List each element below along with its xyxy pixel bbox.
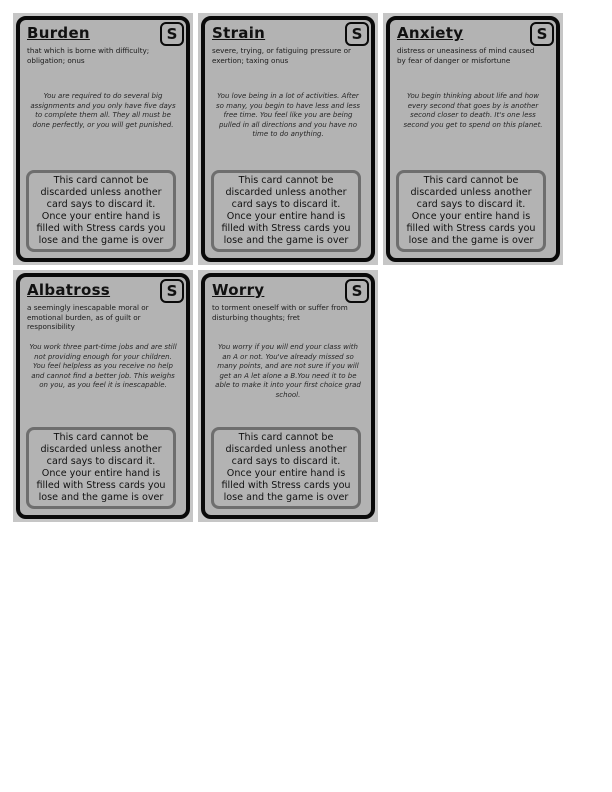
card-flavor-text: You work three part-time jobs and are still not providing enough for your children. You feel helpless as you receive no help and cannot find a better job. This weighs on you, as you feel it is inescapable. [29,343,177,389]
card-frame [201,273,375,519]
stress-type-badge: S [160,22,184,46]
card-title: Albatross [27,281,111,299]
stress-type-badge: S [345,279,369,303]
card-rule-box [26,427,176,509]
card-worry [198,270,378,522]
card-frame [16,16,190,262]
card-title: Burden [27,24,90,42]
card-rule-text: This card cannot be discarded unless another card says to discard it. Once your entire hand is filled with Stress cards you lose and the game is over [36,175,166,246]
card-title: Worry [212,281,265,299]
card-rule-box [211,170,361,252]
card-definition: distress or uneasiness of mind caused by fear of danger or misfortune [397,46,535,65]
stress-type-badge: S [530,22,554,46]
card-definition: severe, trying, or fatiguing pressure or exertion; taxing onus [212,46,351,65]
card-albatross [13,270,193,522]
card-definition: that which is borne with difficulty; obligation; onus [27,46,150,65]
card-rule-box [211,427,361,509]
card-title: Strain [212,24,266,42]
card-title: Anxiety [397,24,464,42]
card-rule-box [26,170,176,252]
card-flavor-text: You worry if you will end your class with an A or not. You've already missed so many points, and are not sure if you will get an A let alone a B.You need it to be able to make it into your first choice grad school. [215,343,361,399]
stress-type-badge: S [160,279,184,303]
card-definition: to torment oneself with or suffer from disturbing thoughts; fret [212,303,348,322]
card-frame [201,16,375,262]
card-strain [198,13,378,265]
card-rule-text: This card cannot be discarded unless another card says to discard it. Once your entire hand is filled with Stress cards you lose and the game is over [406,175,536,246]
card-anxiety [383,13,563,265]
card-flavor-text: You begin thinking about life and how every second that goes by is another second closer to death. It's one less second you get to spend on this planet. [403,92,543,129]
stress-type-badge: S [345,22,369,46]
card-rule-text: This card cannot be discarded unless another card says to discard it. Once your entire hand is filled with Stress cards you lose and the game is over [221,175,351,246]
card-rule-text: This card cannot be discarded unless another card says to discard it. Once your entire hand is filled with Stress cards you lose and the game is over [221,432,351,503]
card-rule-text: This card cannot be discarded unless another card says to discard it. Once your entire hand is filled with Stress cards you lose and the game is over [36,432,166,503]
card-frame [16,273,190,519]
card-definition: a seemingly inescapable moral or emotional burden, as of guilt or responsibility [27,303,149,331]
card-flavor-text: You love being in a lot of activities. After so many, you begin to have less and less free time. You feel like you are being pulled in all directions and you have no time to do anything. [216,92,360,138]
card-frame [386,16,560,262]
card-burden [13,13,193,265]
card-flavor-text: You are required to do several big assignments and you only have five days to complete them all. They all must be done perfectly, or you will get punished. [30,92,176,129]
card-rule-box [396,170,546,252]
